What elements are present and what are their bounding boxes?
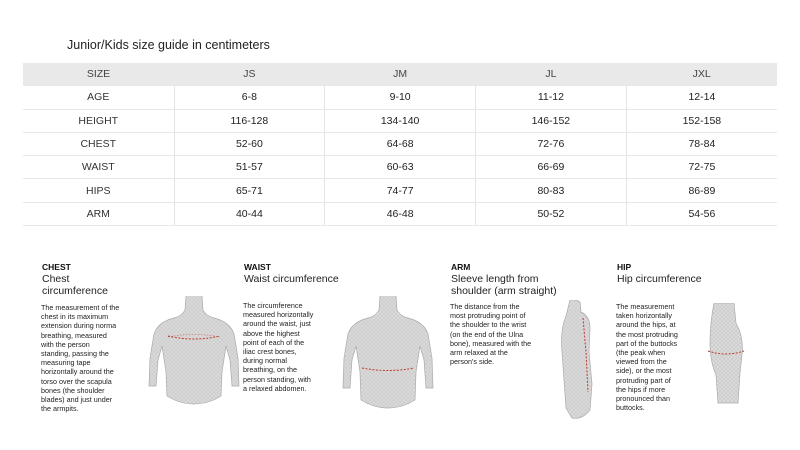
table-cell: 52-60 bbox=[174, 132, 325, 155]
table-cell: 80-83 bbox=[476, 179, 627, 202]
chest-key: CHEST bbox=[42, 262, 71, 272]
table-cell: 116-128 bbox=[174, 109, 325, 132]
arm-description bbox=[450, 302, 555, 366]
arm-description-line: the shoulder to the wrist bbox=[450, 320, 527, 330]
arm-mannequin-figure bbox=[556, 300, 596, 422]
size-table bbox=[23, 63, 777, 226]
arm-subtitle-line-2: shoulder (arm straight) bbox=[451, 285, 557, 297]
chest-description-line: bones (the shoulder bbox=[41, 385, 105, 395]
arm-section bbox=[451, 262, 571, 297]
chest-description-line: horizontally around the bbox=[41, 367, 114, 377]
chest-description-line: measuring tape bbox=[41, 358, 91, 368]
table-row bbox=[23, 179, 777, 202]
table-cell: 9-10 bbox=[325, 86, 476, 109]
table-row bbox=[23, 86, 777, 109]
table-header-cell: JS bbox=[174, 63, 325, 86]
table-cell: 66-69 bbox=[476, 156, 627, 179]
table-cell: 11-12 bbox=[476, 86, 627, 109]
chest-description-line: the armpits. bbox=[41, 404, 79, 414]
arm-description-line: person's side. bbox=[450, 357, 495, 367]
table-cell: 72-75 bbox=[626, 156, 777, 179]
hip-description-line: around the hips, at bbox=[616, 320, 676, 330]
table-header-cell: JXL bbox=[626, 63, 777, 86]
hip-description-line: buttocks. bbox=[616, 403, 645, 413]
table-cell: 54-56 bbox=[626, 202, 777, 225]
table-header-cell: JL bbox=[476, 63, 627, 86]
chest-description-line: with the person bbox=[41, 339, 90, 349]
chest-description bbox=[41, 303, 134, 413]
table-cell: 6-8 bbox=[174, 86, 325, 109]
table-row-label: HEIGHT bbox=[23, 109, 174, 132]
chest-mannequin-figure bbox=[146, 296, 242, 422]
table-cell: 72-76 bbox=[476, 132, 627, 155]
table-cell: 78-84 bbox=[626, 132, 777, 155]
chest-description-line: extension during norma bbox=[41, 321, 117, 331]
table-cell: 134-140 bbox=[325, 109, 476, 132]
table-row-label: ARM bbox=[23, 202, 174, 225]
waist-section bbox=[244, 262, 354, 285]
arm-key: ARM bbox=[451, 262, 471, 272]
hip-description-line: the most protruding bbox=[616, 329, 678, 339]
chest-section bbox=[42, 262, 137, 297]
table-row bbox=[23, 132, 777, 155]
waist-description-line: breathing, on the bbox=[243, 365, 297, 375]
waist-description-line: person standing, with bbox=[243, 374, 311, 384]
hip-mannequin-figure bbox=[704, 303, 748, 405]
table-cell: 64-68 bbox=[325, 132, 476, 155]
table-header-cell: SIZE bbox=[23, 63, 174, 86]
table-cell: 46-48 bbox=[325, 202, 476, 225]
chest-description-line: chest in its maximum bbox=[41, 312, 109, 322]
table-cell: 146-152 bbox=[476, 109, 627, 132]
waist-description-line: during normal bbox=[243, 356, 287, 366]
waist-description-line: above the highest bbox=[243, 328, 300, 338]
table-cell: 152-158 bbox=[626, 109, 777, 132]
hip-description-line: pronounced than bbox=[616, 394, 670, 404]
table-row bbox=[23, 202, 777, 225]
waist-description-line: around the waist, just bbox=[243, 319, 311, 329]
waist-description-line: measured horizontally bbox=[243, 310, 314, 320]
page-title: Junior/Kids size guide in centimeters bbox=[67, 38, 270, 52]
table-header-row bbox=[23, 63, 777, 86]
waist-key: WAIST bbox=[244, 262, 271, 272]
waist-description-line: iliac crest bones, bbox=[243, 347, 297, 357]
waist-mannequin-figure bbox=[338, 296, 438, 422]
waist-description-line: a relaxed abdomen. bbox=[243, 383, 307, 393]
table-cell: 65-71 bbox=[174, 179, 325, 202]
table-row-label: CHEST bbox=[23, 132, 174, 155]
hip-description-line: protruding part of bbox=[616, 375, 671, 385]
chest-description-line: blades) and just under bbox=[41, 395, 113, 405]
hip-description-line: The measurement bbox=[616, 302, 675, 311]
hip-description-line: side), or the most bbox=[616, 366, 672, 376]
table-cell: 51-57 bbox=[174, 156, 325, 179]
hip-description-line: the hips if more bbox=[616, 384, 666, 394]
table-header-cell: JM bbox=[325, 63, 476, 86]
table-row bbox=[23, 156, 777, 179]
chest-description-line: torso over the scapula bbox=[41, 376, 112, 386]
table-cell: 12-14 bbox=[626, 86, 777, 109]
hip-description bbox=[616, 302, 706, 412]
chest-description-line: The measurement of the bbox=[41, 303, 120, 312]
hip-description-line: (the peak when bbox=[616, 348, 666, 358]
hip-description-line: taken horizontally bbox=[616, 311, 672, 321]
table-row bbox=[23, 109, 777, 132]
chest-description-line: standing, passing the bbox=[41, 349, 109, 359]
arm-description-line: The distance from the bbox=[450, 302, 520, 311]
table-cell: 86-89 bbox=[626, 179, 777, 202]
hip-subtitle: Hip circumference bbox=[617, 273, 702, 285]
hip-key: HIP bbox=[617, 262, 632, 272]
waist-subtitle: Waist circumference bbox=[244, 273, 339, 285]
arm-description-line: bone), measured with the bbox=[450, 338, 532, 348]
chest-description-line: breathing, measured bbox=[41, 330, 107, 340]
hip-section bbox=[617, 262, 727, 285]
hip-description-line: part of the buttocks bbox=[616, 338, 678, 348]
table-cell: 60-63 bbox=[325, 156, 476, 179]
chest-subtitle: Chest circumference bbox=[42, 273, 108, 297]
table-row-label: WAIST bbox=[23, 156, 174, 179]
table-cell: 40-44 bbox=[174, 202, 325, 225]
table-cell: 74-77 bbox=[325, 179, 476, 202]
arm-description-line: (on the end of the Ulna bbox=[450, 329, 524, 339]
arm-subtitle-line-1: Sleeve length from bbox=[451, 273, 539, 285]
table-cell: 50-52 bbox=[476, 202, 627, 225]
waist-description-line: The circumference bbox=[243, 301, 303, 310]
table-row-label: AGE bbox=[23, 86, 174, 109]
waist-description-line: point of each of the bbox=[243, 337, 305, 347]
table-row-label: HIPS bbox=[23, 179, 174, 202]
hip-description-line: viewed from the bbox=[616, 357, 667, 367]
arm-description-line: arm relaxed at the bbox=[450, 348, 508, 358]
arm-description-line: most protruding point of bbox=[450, 311, 526, 321]
waist-description bbox=[243, 301, 335, 393]
